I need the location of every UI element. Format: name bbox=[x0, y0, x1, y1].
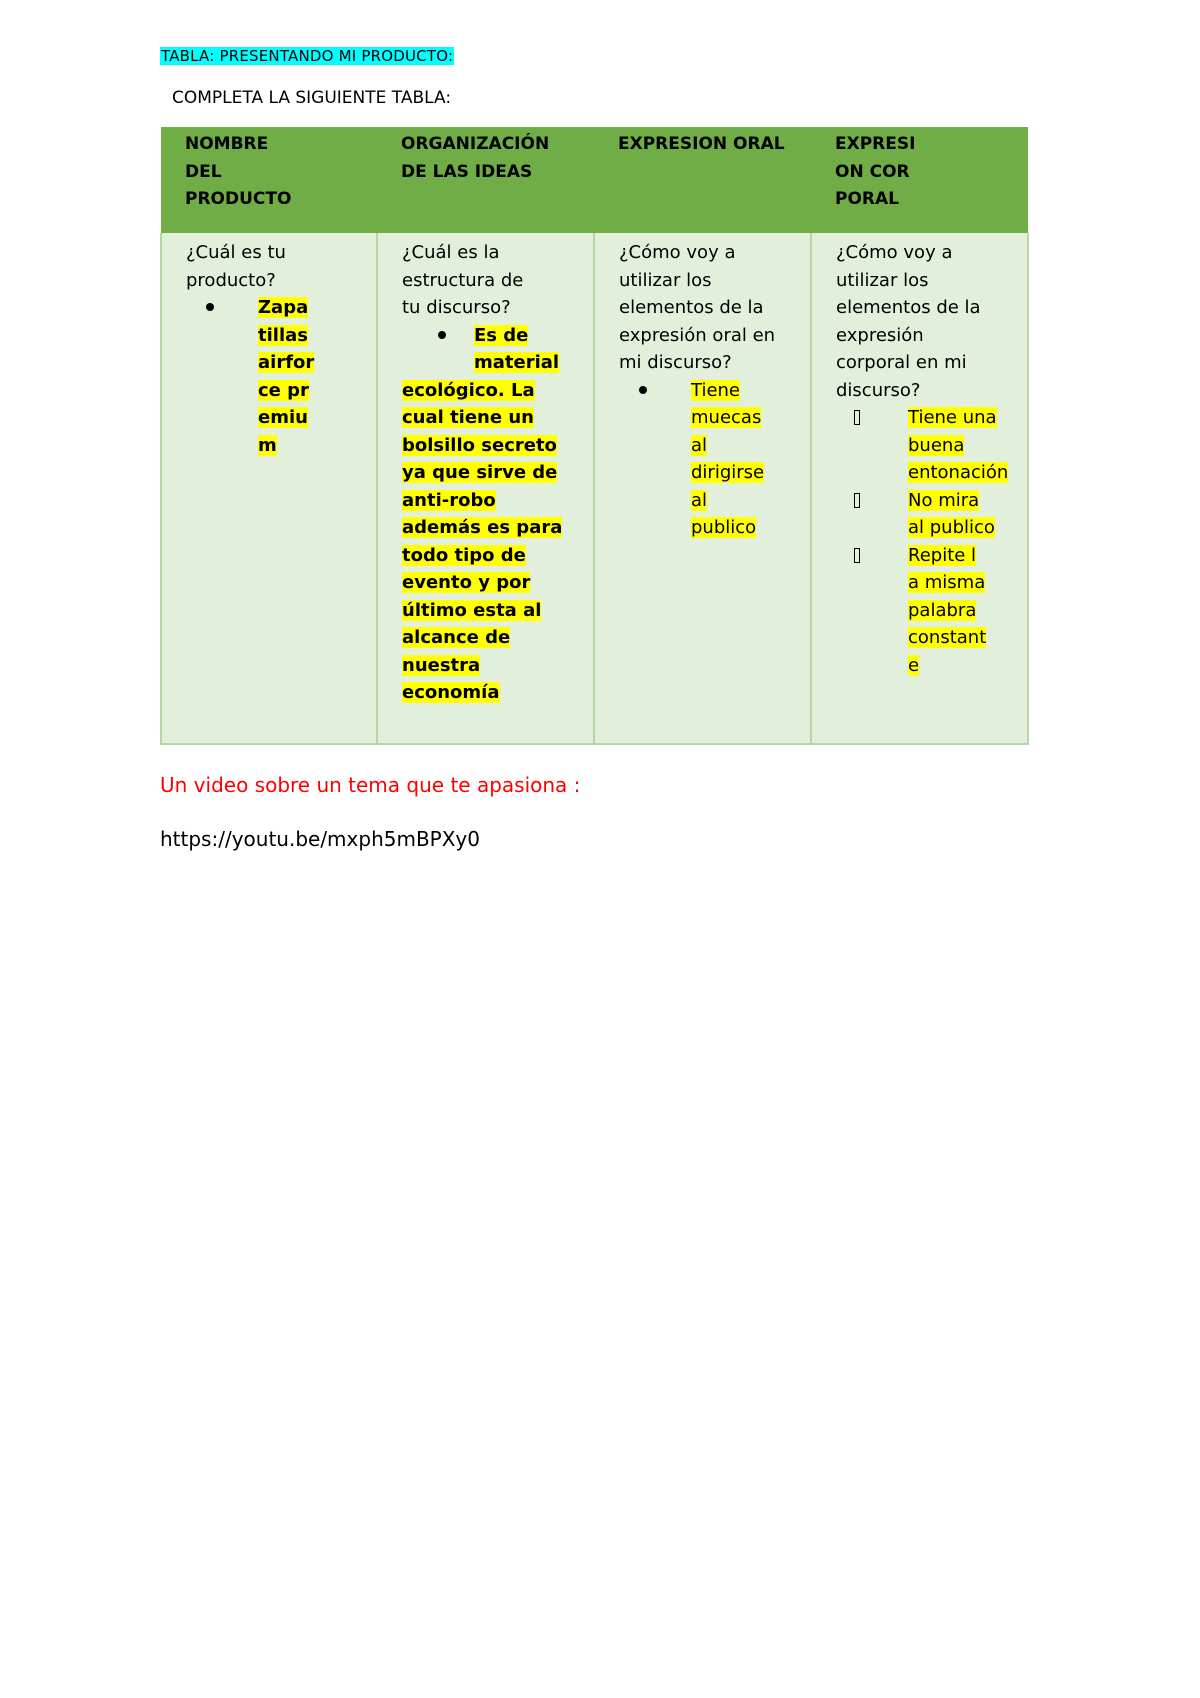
answer-oral: Tiene muecas al dirigirse al publico bbox=[691, 379, 765, 538]
video-title: Un video sobre un tema que te apasiona : bbox=[160, 773, 581, 797]
product-table bbox=[160, 127, 1029, 745]
bullet-icon bbox=[438, 331, 446, 339]
header-product-name: NOMBRE DEL PRODUCTO bbox=[161, 127, 377, 233]
header-body-expression: EXPRESION CORPORAL bbox=[811, 127, 1028, 233]
answer-list bbox=[836, 404, 1017, 679]
list-item bbox=[667, 377, 796, 542]
missing-glyph-icon bbox=[854, 493, 860, 508]
missing-glyph-icon bbox=[854, 410, 860, 425]
question-oral: ¿Cómo voy a utilizar los elementos de la expresión oral en mi discurso? bbox=[619, 242, 776, 373]
cell-body-expression bbox=[811, 233, 1028, 744]
answer-list bbox=[402, 322, 571, 377]
answer-structure-rest: ecológico. La cual tiene un bolsillo secreto ya que sirve de anti-robo además es para todo tipo de evento y por último esta al alcance de nuestra economía bbox=[402, 379, 563, 703]
answer-list bbox=[619, 377, 796, 542]
question-structure: ¿Cuál es la estructura de tu discurso? bbox=[402, 242, 524, 318]
question-body: ¿Cómo voy a utilizar los elementos de la expresión corporal en mi discurso? bbox=[836, 242, 981, 401]
question-product: ¿Cuál es tu producto? bbox=[186, 242, 286, 291]
table-header-row bbox=[161, 127, 1028, 233]
cell-idea-organization bbox=[377, 233, 594, 744]
list-item bbox=[884, 487, 1017, 542]
cell-oral-expression bbox=[594, 233, 811, 744]
header-oral-expression: EXPRESION ORAL bbox=[594, 127, 811, 233]
list-item bbox=[234, 294, 316, 459]
answer-list bbox=[186, 294, 316, 459]
missing-glyph-icon bbox=[854, 548, 860, 563]
list-item bbox=[440, 322, 571, 377]
list-item bbox=[884, 542, 1017, 680]
header-idea-organization: ORGANIZACIÓN DE LAS IDEAS bbox=[377, 127, 594, 233]
video-link[interactable]: https://youtu.be/mxph5mBPXy0 bbox=[160, 827, 480, 851]
instruction-text: COMPLETA LA SIGUIENTE TABLA: bbox=[172, 88, 452, 108]
page-title: TABLA: PRESENTANDO MI PRODUCTO: bbox=[161, 47, 454, 65]
answer-body-3: Repite la misma palabra constante bbox=[908, 544, 987, 676]
answer-body-2: No mira al publico bbox=[908, 489, 995, 538]
answer-product: Zapatillas airforce premium bbox=[258, 297, 315, 456]
bullet-icon bbox=[639, 386, 647, 394]
bullet-icon bbox=[206, 303, 214, 311]
answer-body-1: Tiene una buena entonación bbox=[908, 407, 1009, 483]
answer-structure-start: Es de material bbox=[474, 324, 560, 373]
cell-product-name bbox=[161, 233, 377, 744]
table-row bbox=[161, 233, 1028, 744]
list-item bbox=[884, 404, 1017, 487]
